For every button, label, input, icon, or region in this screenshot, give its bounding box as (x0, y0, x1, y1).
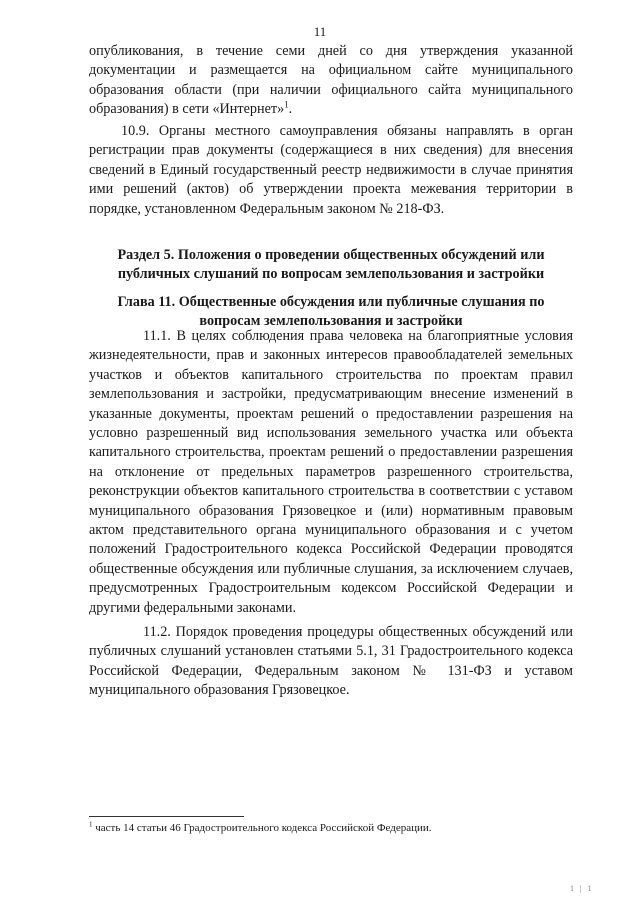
footnote-separator (89, 816, 244, 817)
footnote-number: 1 (89, 820, 93, 829)
page-number: 11 (313, 24, 327, 39)
footnote-text: часть 14 статьи 46 Градостроительного кодекса Российской Федерации. (92, 822, 432, 834)
paragraph-10-9-text: 10.9. Органы местного самоуправления обязаны направлять в орган регистрации прав документы (содержащиеся в них сведения) для внесения сведений в Единый государственный реестр недвижимости в случае принятия ими решений (актов) об утверждении проекта межевания территории в порядке, установленном Федеральным законом № 218-ФЗ. (89, 123, 573, 217)
paragraph-10-9 (89, 122, 573, 219)
footnote-reference[interactable]: 1 (284, 99, 289, 110)
paragraph-11-2-text: 11.2. Порядок проведения процедуры общественных обсуждений или публичных слушаний установлен статьями 5.1, 31 Градостроительного кодекса Российской Федерации, Федеральным законом № 131-ФЗ и уставом муниципального образования Грязовецкое. (89, 624, 573, 699)
paragraph-11-1 (89, 327, 573, 618)
page-corner-mark: 1 | 1 (570, 884, 594, 893)
paragraph-11-2 (89, 623, 573, 701)
chapter-heading: Глава 11. Общественные обсуждения или публичные слушания по вопросам землепользования и застройки (117, 294, 545, 330)
footnote (89, 821, 573, 835)
section-heading: Раздел 5. Положения о проведении общественных обсуждений или публичных слушаний по вопросам землепользования и застройки (117, 247, 545, 283)
paragraph-continuation (89, 42, 573, 120)
paragraph-continuation-text: опубликования, в течение семи дней со дня утверждения указанной документации и размещается на официальном сайте муниципального образования области (при наличии официального сайта муниципального образования) в сети «Интернет» (89, 43, 573, 118)
paragraph-continuation-end: . (288, 101, 293, 118)
paragraph-11-1-text: 11.1. В целях соблюдения права человека на благоприятные условия жизнедеятельности, прав и законных интересов правообладателей земельных участков и объектов капитального строительства по проектам правил землепользования и застройки, предусматривающим внесение изменений в указанные документы, проектам решений о предоставлении разрешения на условно разрешенный вид использования земельного участка или объекта капитального строительства, проектам решений о предоставлении разрешения на отклонение от предельных параметров разрешенного строительства, реконструкции объектов капитального строительства в соответствии с уставом муниципального образования Грязовецкое и (или) нормативным правовым актом представительного органа муниципального образования и с учетом положений Градостроительного кодекса Российской Федерации проводятся общественные обсуждения или публичные слушания, за исключением случаев, предусмотренных Градостроительным кодексом Российской Федерации и другими федеральными законами. (89, 328, 573, 616)
